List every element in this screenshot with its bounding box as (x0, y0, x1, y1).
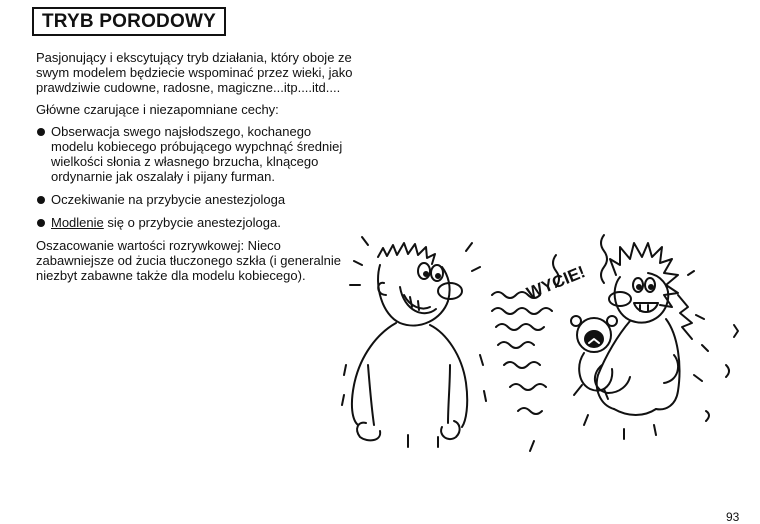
list-item (36, 124, 356, 184)
list-item (36, 215, 356, 230)
list-item (36, 192, 356, 207)
bullet-icon (37, 128, 45, 136)
bullet-text: Oczekiwanie na przybycie anestezjologa (51, 192, 286, 207)
features-list (36, 124, 356, 230)
intro-paragraph: Pasjonujący i ekscytujący tryb działania, który oboje ze swym modelem będziecie wspominać przez wieki, jako prawdziwie cudowne, radosne, magiczne...itp....itd.... (36, 50, 353, 95)
bullet-icon (37, 219, 45, 227)
birth-cartoon-illustration (338, 215, 748, 455)
page-title: TRYB PORODOWY (32, 7, 226, 36)
scream-lines (492, 235, 607, 414)
features-heading: Główne czarujące i niezapomniane cechy: (36, 102, 279, 117)
bullet-text: Obserwacja swego najsłodszego, kochanego modelu kobiecego próbującego wypchnąć średniej wielkości słonia z własnego brzucha, klnącego ordynarnie jak oszalały i pijany furman. (51, 124, 343, 184)
page-number: 93 (726, 510, 740, 524)
father-figure (342, 237, 486, 447)
shout-text: WYCIE! (523, 262, 588, 303)
body-text (36, 50, 356, 290)
bullet-text: się o przybycie anestezjologa. (103, 215, 281, 230)
rating-paragraph: Oszacowanie wartości rozrywkowej: Nieco zabawniejsze od żucia tłuczonego szkła (i generalnie niezbyt zabawne także dla modelu kobiecego). (36, 238, 341, 283)
baby-figure (571, 316, 617, 399)
shake-marks (530, 271, 738, 451)
bullet-icon (37, 196, 45, 204)
bullet-underlined-word: Modlenie (51, 215, 104, 230)
